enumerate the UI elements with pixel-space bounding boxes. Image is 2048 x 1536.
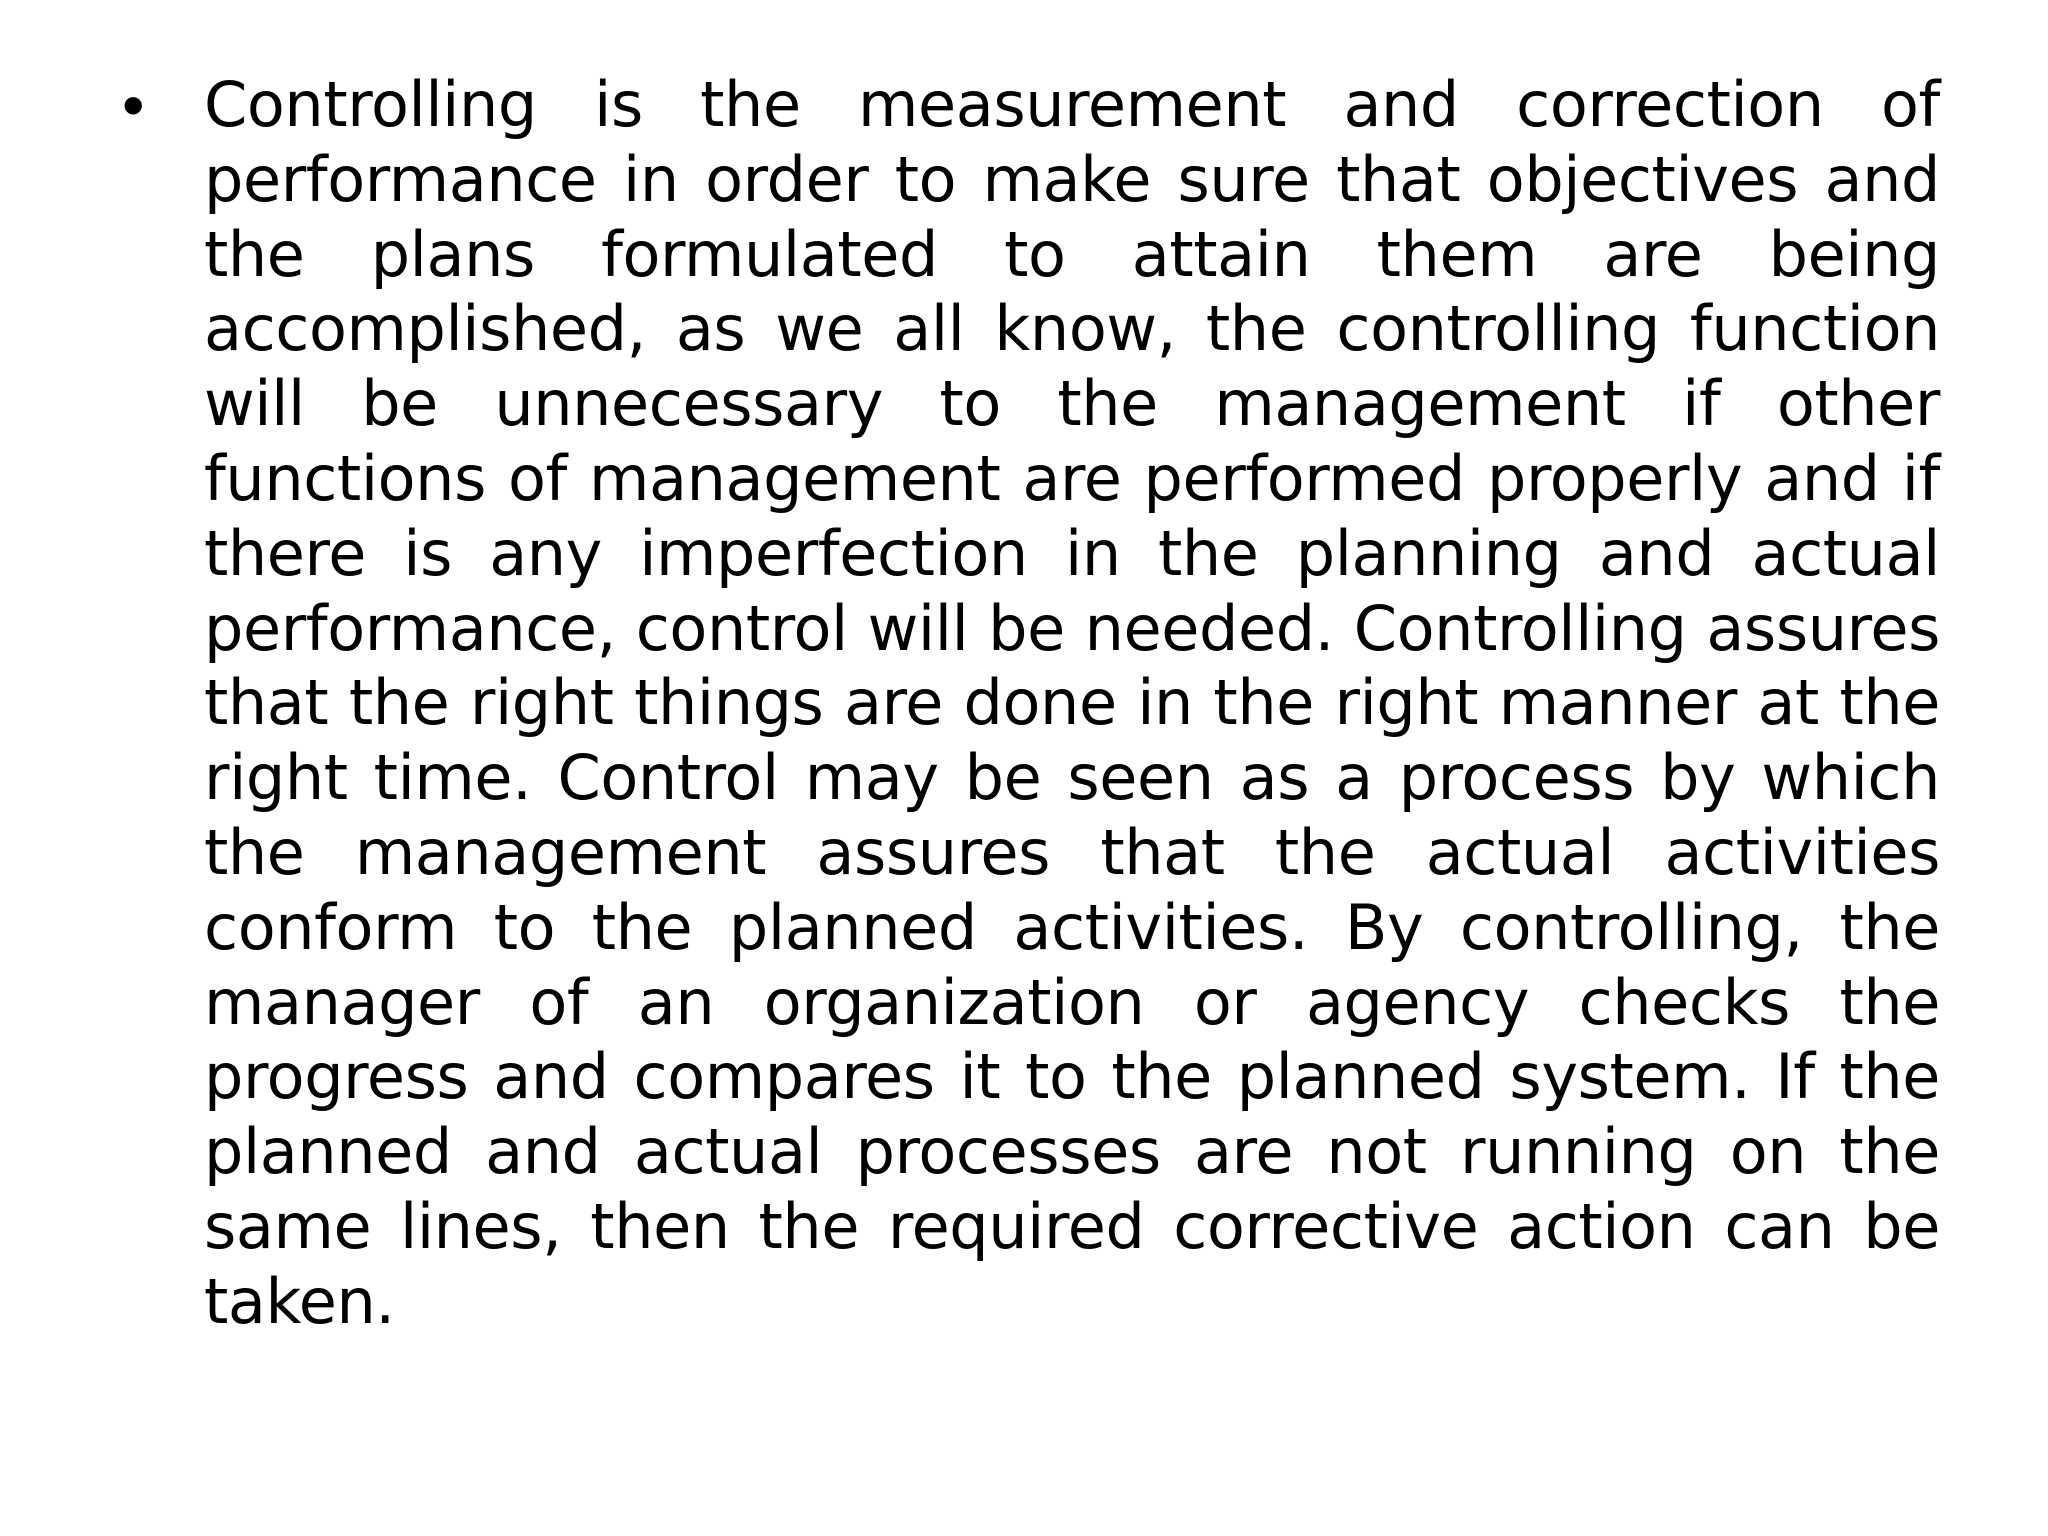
bullet-text: Controlling is the measurement and correction of performance in order to make sure that objectives and the plans formulated to attain them are being accomplished, as we all know, the controlling function will be unnecessary to the management if other functions of management are performed properly and if there is any imperfection in the planning and actual performance, control will be needed. Controlling assures that the right things are done in the right manner at the right time. Control may be seen as a process by which the management assures that the actual activities conform to the planned activities. By controlling, the manager of an organization or agency checks the progress and compares it to the planned system. If the planned and actual processes are not running on the same lines, then the required corrective action can be taken.	[204, 68, 1940, 1338]
bullet-dot-icon: •	[122, 69, 145, 141]
bullet-list	[122, 68, 1940, 1340]
bullet-item	[122, 68, 1940, 1340]
